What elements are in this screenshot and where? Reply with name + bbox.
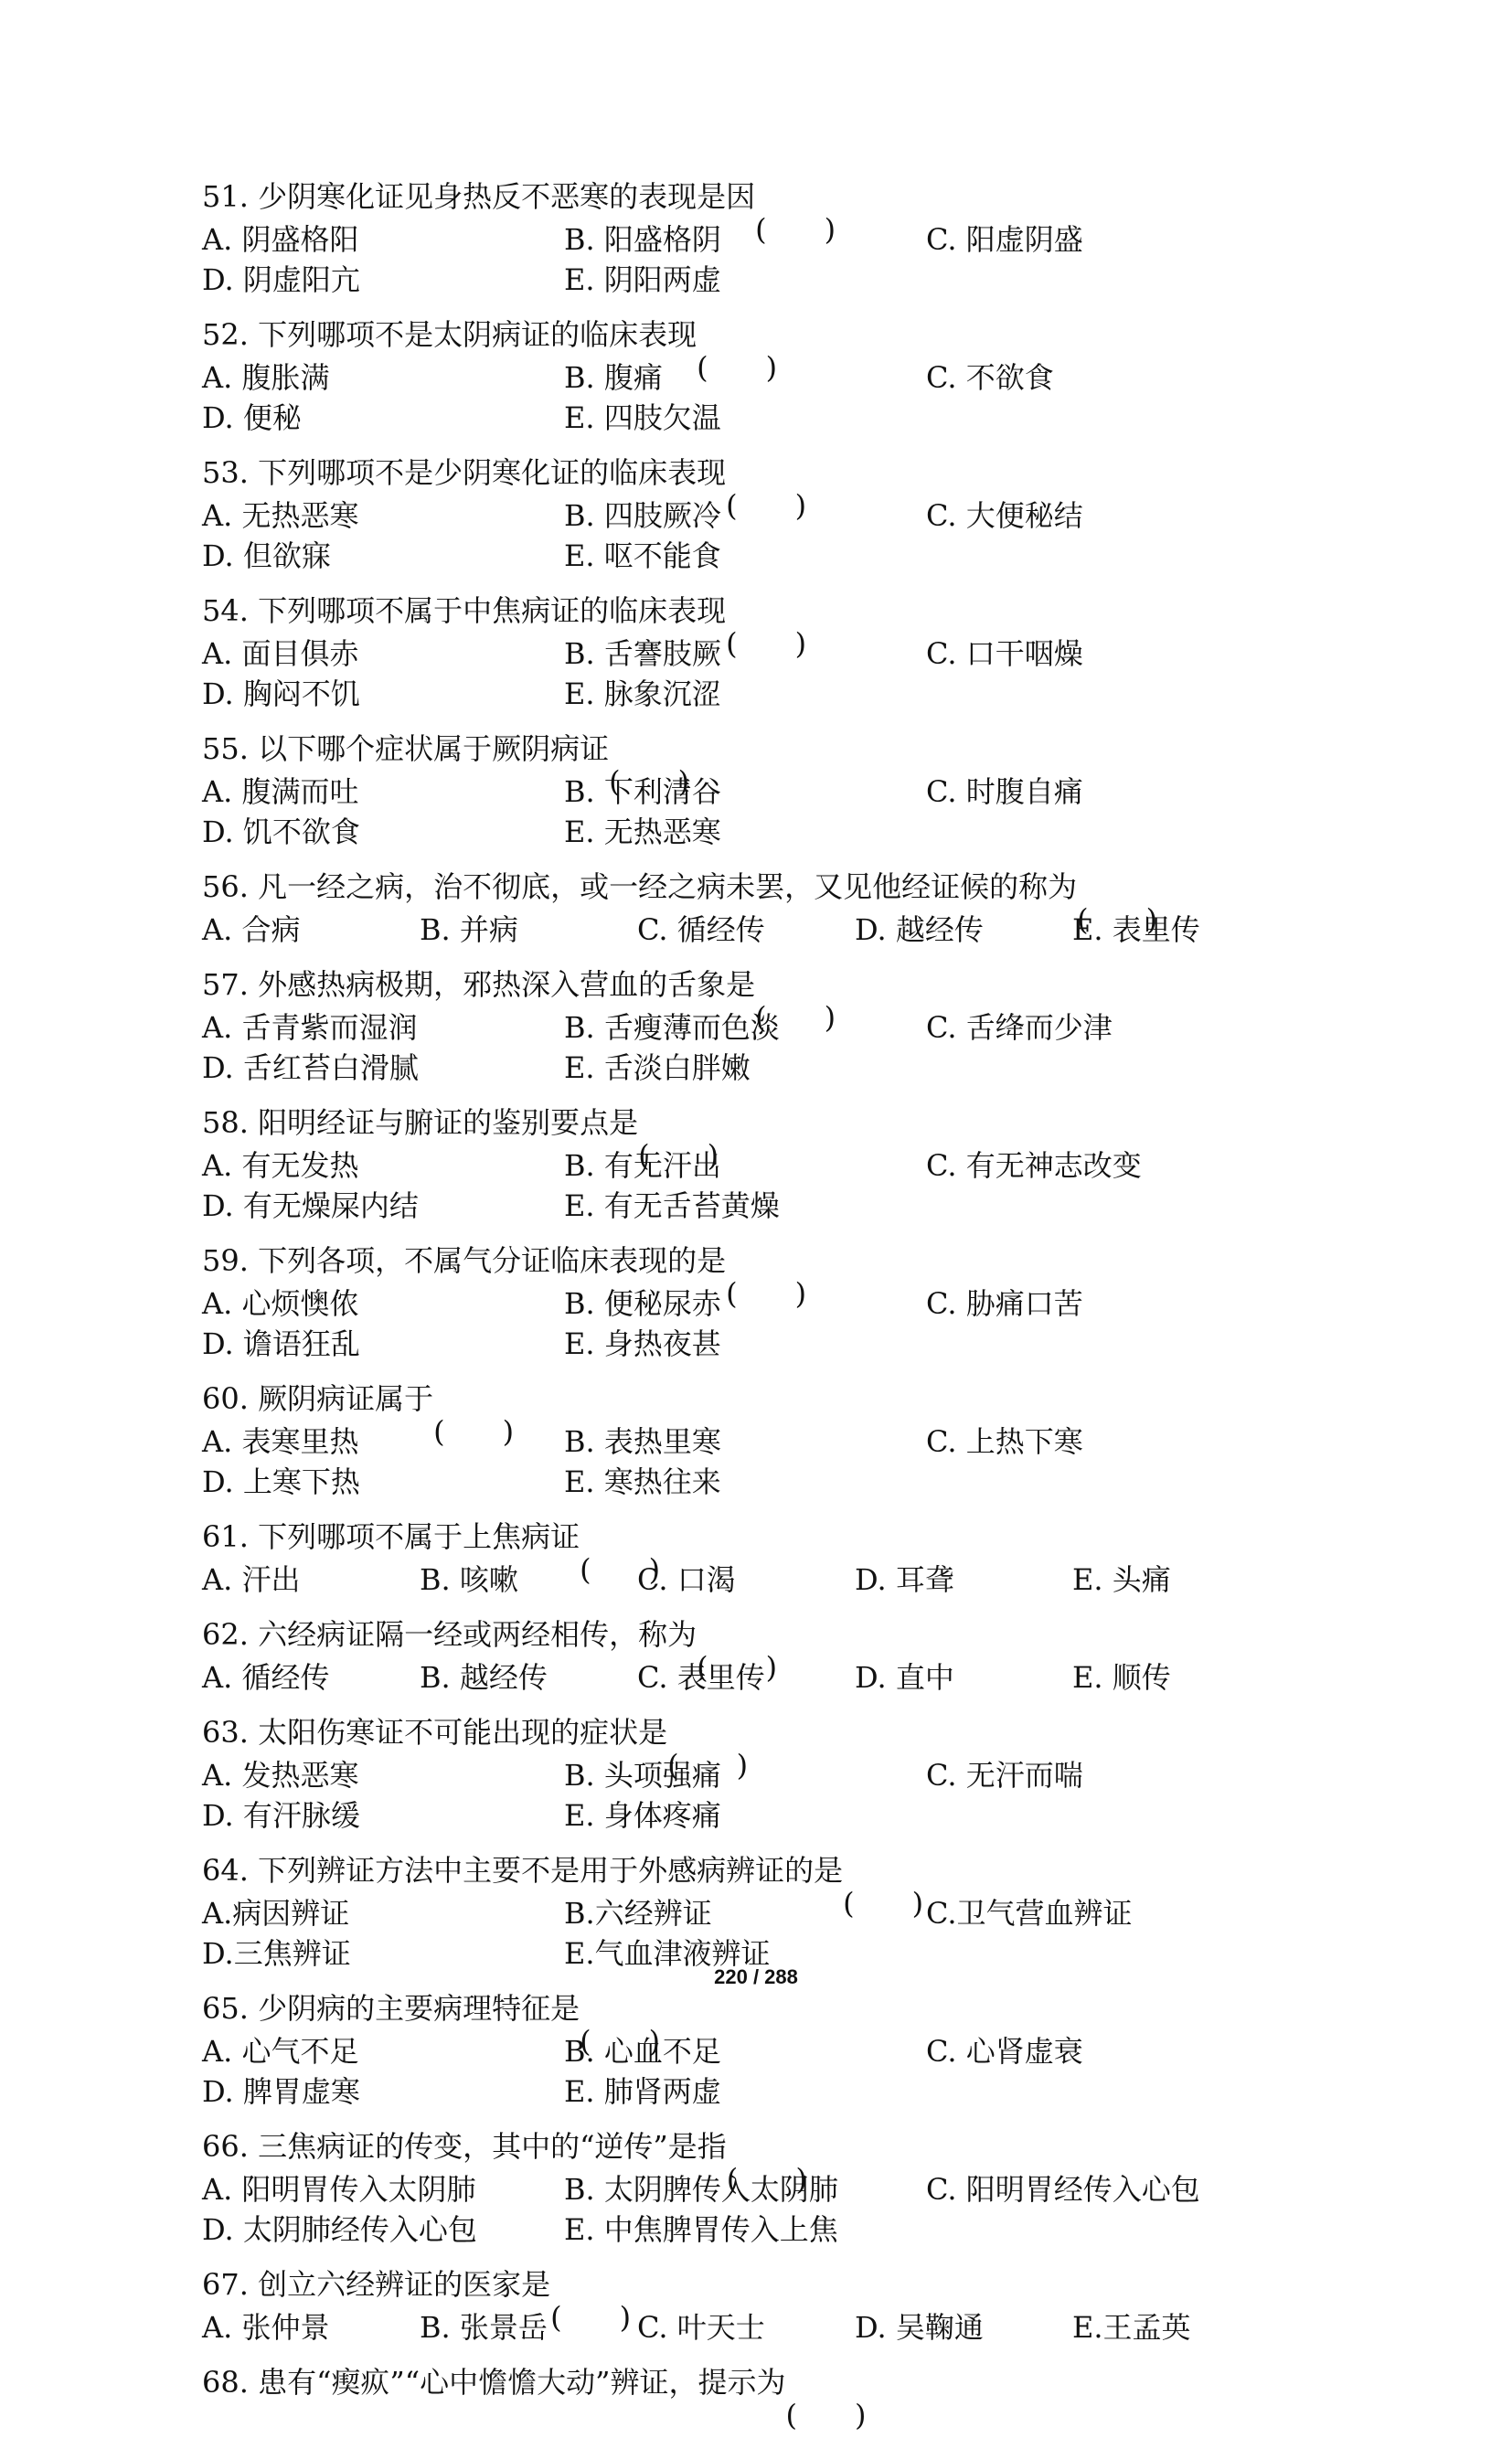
- question-stem: [202, 1986, 1326, 2031]
- question-spacer: [202, 2405, 1326, 2417]
- option-B: B. 舌謇肢厥: [564, 636, 721, 671]
- option-C: C. 大便秘结: [926, 498, 1083, 533]
- option-D: D. 胸闷不饥: [202, 676, 360, 711]
- question-stem: [202, 726, 1326, 772]
- question-stem: [202, 1100, 1326, 1145]
- question-text: 阳明经证与腑证的鉴别要点是: [258, 1105, 639, 1140]
- option-B: B.六经辨证: [564, 1896, 712, 1931]
- question-number: 54.: [202, 593, 249, 628]
- option-E: E. 四肢欠温: [564, 400, 721, 435]
- option-B: B. 阳盛格阴: [564, 222, 721, 257]
- question-text: 凡一经之病，治不彻底，或一经之病未罢，又见他经证候的称为: [258, 869, 1078, 904]
- option-B: B. 张景岳: [420, 2310, 548, 2345]
- option-D: D. 太阴肺经传入心包: [202, 2212, 477, 2247]
- question-number: 61.: [202, 1519, 249, 1554]
- option-A: A. 表寒里热: [202, 1424, 359, 1459]
- option-D: D. 耳聋: [855, 1562, 954, 1597]
- option-B: B. 表热里寒: [564, 1424, 721, 1459]
- option-A: A. 汗出: [202, 1562, 301, 1597]
- option-row: [202, 1560, 1326, 1600]
- question-number: 59.: [202, 1243, 249, 1278]
- option-A: A. 无热恶寒: [202, 498, 359, 533]
- question-number: 51.: [202, 179, 249, 214]
- option-E: E.王孟英: [1072, 2310, 1191, 2345]
- option-C: C. 不欲食: [926, 360, 1054, 395]
- option-C: C. 循经传: [637, 912, 765, 947]
- question-text: 太阳伤寒证不可能出现的症状是: [258, 1715, 668, 1750]
- option-E: E. 中焦脾胃传入上焦: [564, 2212, 838, 2247]
- option-C: C. 舌绛而少津: [926, 1010, 1113, 1045]
- question-spacer: [202, 2250, 1326, 2262]
- option-D: D. 饥不欲食: [202, 814, 360, 849]
- option-B: B. 头项强痛: [564, 1758, 721, 1793]
- page-number: 220 / 288: [714, 1965, 798, 1988]
- option-E: E. 无热恶寒: [564, 814, 721, 849]
- option-A: A. 张仲景: [202, 2310, 330, 2345]
- option-A: A. 有无发热: [202, 1148, 359, 1183]
- option-A: A. 心烦懊侬: [202, 1286, 359, 1321]
- option-row: [202, 1893, 1326, 1933]
- option-C: C. 口干咽燥: [926, 636, 1083, 671]
- option-E: E. 身体疼痛: [564, 1798, 721, 1833]
- question-text: 患有“瘈疭”“心中憺憺大动”辨证，提示为: [258, 2365, 786, 2400]
- option-B: B. 腹痛: [564, 360, 663, 395]
- question-number: 63.: [202, 1715, 249, 1750]
- option-B: B. 下利清谷: [564, 774, 721, 809]
- question-spacer: [202, 576, 1326, 588]
- option-C: C.卫气营血辨证: [926, 1896, 1133, 1931]
- option-row: [202, 2031, 1326, 2071]
- option-C: C. 口渴: [637, 1562, 736, 1597]
- question-text: 创立六经辨证的医家是: [258, 2267, 551, 2302]
- question-spacer: [202, 2348, 1326, 2359]
- option-row: [202, 536, 1326, 576]
- option-row: [202, 633, 1326, 674]
- option-D: D. 但欲寐: [202, 538, 331, 573]
- option-row: [202, 219, 1326, 260]
- option-row: [202, 1795, 1326, 1836]
- option-row: [202, 260, 1326, 300]
- question-stem: [202, 1847, 1326, 1893]
- question-stem: [202, 2359, 1326, 2405]
- option-E: E. 身热夜甚: [564, 1326, 721, 1361]
- question-spacer: [202, 1836, 1326, 1847]
- option-C: C. 无汗而喘: [926, 1758, 1083, 1793]
- option-D: D.三焦辨证: [202, 1936, 351, 1971]
- option-D: D. 上寒下热: [202, 1464, 360, 1499]
- option-row: [202, 398, 1326, 438]
- question-text: 下列哪项不属于上焦病证: [258, 1519, 580, 1554]
- question-spacer: [202, 1698, 1326, 1709]
- option-D: D. 越经传: [855, 912, 984, 947]
- question-stem: [202, 1709, 1326, 1755]
- question-number: 66.: [202, 2129, 249, 2164]
- option-B: B. 太阴脾传入太阴肺: [564, 2172, 838, 2207]
- question-text: 下列哪项不是少阴寒化证的临床表现: [258, 455, 727, 490]
- option-D: D. 吴鞠通: [855, 2310, 984, 2345]
- option-A: A. 阳明胃传入太阴肺: [202, 2172, 476, 2207]
- question-text: 厥阴病证属于: [258, 1381, 434, 1416]
- question-spacer: [202, 1364, 1326, 1376]
- option-E: E. 顺传: [1072, 1660, 1171, 1695]
- option-row: [202, 772, 1326, 812]
- option-E: E.气血津液辨证: [564, 1936, 771, 1971]
- option-row: [202, 1421, 1326, 1462]
- option-B: B. 舌瘦薄而色淡: [564, 1010, 780, 1045]
- option-D: D. 谵语狂乱: [202, 1326, 360, 1361]
- option-C: C. 阳明胃经传入心包: [926, 2172, 1200, 2207]
- question-spacer: [202, 1600, 1326, 1612]
- option-row: [202, 1145, 1326, 1186]
- option-B: B. 有无汗出: [564, 1148, 721, 1183]
- option-E: E. 肺肾两虚: [564, 2074, 721, 2109]
- option-E: E. 阴阳两虚: [564, 262, 721, 297]
- option-A: A. 舌青紫而湿润: [202, 1010, 418, 1045]
- option-C: C. 叶天士: [637, 2310, 765, 2345]
- option-row: [202, 1462, 1326, 1502]
- option-row: [202, 2209, 1326, 2250]
- question-stem: [202, 2262, 1326, 2307]
- question-text: 少阴病的主要病理特征是: [258, 1991, 580, 2026]
- option-row: [202, 2307, 1326, 2348]
- question-number: 55.: [202, 731, 249, 766]
- question-text: 下列哪项不属于中焦病证的临床表现: [258, 593, 727, 628]
- option-B: B. 并病: [420, 912, 518, 947]
- question-number: 64.: [202, 1853, 249, 1888]
- question-stem: [202, 962, 1326, 1007]
- question-spacer: [202, 1226, 1326, 1238]
- question-number: 62.: [202, 1617, 249, 1652]
- option-D: D. 有无燥屎内结: [202, 1188, 419, 1223]
- question-text: 下列各项，不属气分证临床表现的是: [258, 1243, 727, 1278]
- question-text: 少阴寒化证见身热反不恶寒的表现是因: [258, 179, 756, 214]
- option-row: [202, 1186, 1326, 1226]
- option-B: B. 便秘尿赤: [564, 1286, 721, 1321]
- question-number: 56.: [202, 869, 249, 904]
- option-A: A. 合病: [202, 912, 301, 947]
- question-text: 下列哪项不是太阴病证的临床表现: [258, 317, 697, 352]
- option-B: B. 心血不足: [564, 2034, 721, 2069]
- option-C: C. 时腹自痛: [926, 774, 1083, 809]
- question-spacer: [202, 714, 1326, 726]
- option-E: E. 脉象沉涩: [564, 676, 721, 711]
- question-number: 60.: [202, 1381, 249, 1416]
- option-D: D. 直中: [855, 1660, 954, 1695]
- question-spacer: [202, 300, 1326, 312]
- option-row: [202, 1048, 1326, 1088]
- option-A: A. 循经传: [202, 1660, 330, 1695]
- option-E: E. 呕不能食: [564, 538, 721, 573]
- option-A: A. 腹胀满: [202, 360, 330, 395]
- option-D: D. 便秘: [202, 400, 302, 435]
- option-C: C. 上热下寒: [926, 1424, 1083, 1459]
- question-spacer: [202, 2112, 1326, 2124]
- option-D: D. 阴虚阳亢: [202, 262, 360, 297]
- question-text: 以下哪个症状属于厥阴病证: [258, 731, 610, 766]
- option-row: [202, 1324, 1326, 1364]
- option-D: D. 脾胃虚寒: [202, 2074, 360, 2109]
- question-stem: [202, 1238, 1326, 1283]
- question-spacer: [202, 852, 1326, 864]
- option-row: [202, 812, 1326, 852]
- question-stem: [202, 864, 1326, 910]
- question-list: [202, 174, 1326, 2417]
- question-text: 下列辨证方法中主要不是用于外感病辨证的是: [258, 1853, 844, 1888]
- question-stem: [202, 1514, 1326, 1560]
- option-C: C. 表里传: [637, 1660, 765, 1695]
- option-row: [202, 495, 1326, 536]
- option-row: [202, 910, 1326, 950]
- option-B: B. 咳嗽: [420, 1562, 518, 1597]
- option-row: [202, 2169, 1326, 2209]
- option-row: [202, 674, 1326, 714]
- question-stem: [202, 588, 1326, 633]
- option-E: E. 有无舌苔黄燥: [564, 1188, 780, 1223]
- question-number: 58.: [202, 1105, 249, 1140]
- question-stem: [202, 2124, 1326, 2169]
- option-E: E. 表里传: [1072, 912, 1200, 947]
- option-A: A.病因辨证: [202, 1896, 350, 1931]
- question-spacer: [202, 950, 1326, 962]
- option-A: A. 心气不足: [202, 2034, 359, 2069]
- question-stem: [202, 1612, 1326, 1657]
- option-A: A. 面目俱赤: [202, 636, 359, 671]
- question-text: 外感热病极期，邪热深入营血的舌象是: [258, 967, 756, 1002]
- option-row: [202, 2071, 1326, 2112]
- option-row: [202, 1657, 1326, 1698]
- option-C: C. 心肾虚衰: [926, 2034, 1083, 2069]
- option-C: C. 胁痛口苦: [926, 1286, 1083, 1321]
- option-E: E. 头痛: [1072, 1562, 1171, 1597]
- option-E: E. 寒热往来: [564, 1464, 721, 1499]
- option-D: D. 舌红苔白滑腻: [202, 1050, 419, 1085]
- option-A: A. 腹满而吐: [202, 774, 359, 809]
- question-spacer: [202, 438, 1326, 450]
- question-number: 53.: [202, 455, 249, 490]
- question-text: 六经病证隔一经或两经相传，称为: [258, 1617, 697, 1652]
- option-row: [202, 1007, 1326, 1048]
- question-number: 68.: [202, 2365, 249, 2400]
- question-spacer: [202, 1088, 1326, 1100]
- question-text: 三焦病证的传变，其中的“逆传”是指: [258, 2129, 727, 2164]
- question-stem: [202, 312, 1326, 357]
- question-number: 52.: [202, 317, 249, 352]
- option-A: A. 发热恶寒: [202, 1758, 359, 1793]
- question-number: 57.: [202, 967, 249, 1002]
- question-stem: [202, 174, 1326, 219]
- option-C: C. 有无神志改变: [926, 1148, 1142, 1183]
- question-spacer: [202, 1502, 1326, 1514]
- option-row: [202, 357, 1326, 398]
- option-C: C. 阳虚阴盛: [926, 222, 1083, 257]
- option-A: A. 阴盛格阳: [202, 222, 359, 257]
- question-number: 67.: [202, 2267, 249, 2302]
- option-B: B. 越经传: [420, 1660, 548, 1695]
- question-number: 65.: [202, 1991, 249, 2026]
- question-stem: [202, 450, 1326, 495]
- option-D: D. 有汗脉缓: [202, 1798, 360, 1833]
- option-B: B. 四肢厥冷: [564, 498, 721, 533]
- option-row: [202, 1283, 1326, 1324]
- question-stem: [202, 1376, 1326, 1421]
- option-row: [202, 1755, 1326, 1795]
- option-E: E. 舌淡白胖嫩: [564, 1050, 751, 1085]
